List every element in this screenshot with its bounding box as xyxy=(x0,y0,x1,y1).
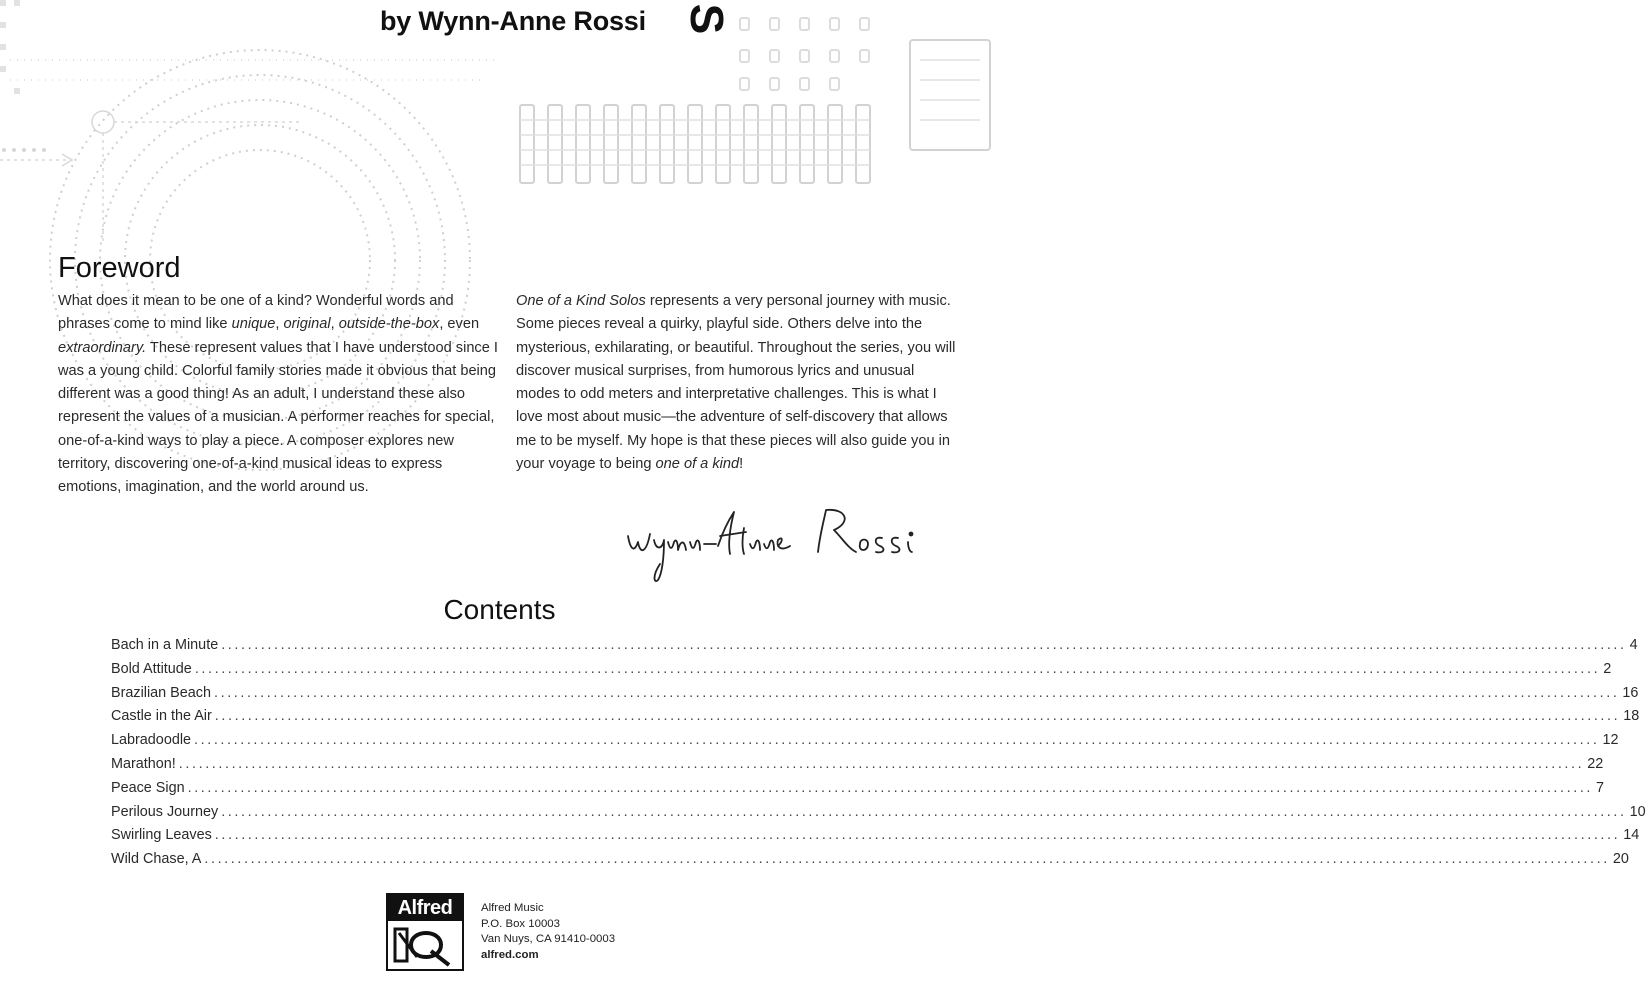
foreword-paragraph-right xyxy=(516,290,956,476)
toc-page-number: 14 xyxy=(1623,827,1640,844)
text-run: ! xyxy=(739,456,744,473)
toc-entry[interactable] xyxy=(111,801,1646,825)
text-run: extraordinary. xyxy=(58,339,147,356)
author-signature xyxy=(620,498,930,588)
text-run: one of a kind xyxy=(655,456,740,473)
toc-title: Labradoodle xyxy=(111,732,192,749)
text-run: original xyxy=(283,316,331,333)
toc-leader-dots: ..................................................................................................................................................................................................................... xyxy=(194,660,1601,677)
alfred-logo xyxy=(386,893,464,971)
toc-title: Brazilian Beach xyxy=(111,684,211,701)
text-run: represents a very personal journey with music. Some pieces reveal a quirky, playful side. Others delve into the mysterious, exhilarating, or beautiful. Throughout the series, you will discover musical surprises, from humorous lyrics and unusual modes to odd meters and interpretative challenges. This is what I love most about music—the adventure of self-discovery that allows me to be myself. My hope is that these pieces will also guide you in your voyage to being xyxy=(516,293,956,473)
toc-entry[interactable] xyxy=(111,729,1619,753)
text-run: , xyxy=(330,316,339,333)
toc-leader-dots: ..................................................................................................................................................................................................................... xyxy=(187,779,1594,796)
toc-entry[interactable] xyxy=(111,848,1629,872)
publisher-po-box: P.O. Box 10003 xyxy=(481,917,560,930)
author-byline: by Wynn-Anne Rossi xyxy=(380,6,646,36)
toc-page-number: 7 xyxy=(1596,779,1605,796)
toc-title: Bach in a Minute xyxy=(111,637,219,653)
toc-title: Peace Sign xyxy=(111,779,185,796)
text-run: , even xyxy=(439,316,480,333)
toc-leader-dots: ..................................................................................................................................................................................................................... xyxy=(178,755,1585,772)
toc-leader-dots: ..................................................................................................................................................................................................................... xyxy=(221,803,1627,820)
text-run: These represent values that I have understood since I was a young child. Colorful family stories made it obvious that being different was a good thing! As an adult, I understand these also represent the values of a musician. A performer reaches for special, one-of-a-kind ways to play a piece. A composer explores new territory, discovering one-of-a-kind musical ideas to express emotions, imagination, and the world around us. xyxy=(58,339,498,496)
publisher-website-link[interactable]: alfred.com xyxy=(481,948,539,961)
toc-entry[interactable] xyxy=(111,753,1604,777)
toc-page-number: 10 xyxy=(1629,803,1646,820)
toc-entry[interactable] xyxy=(111,824,1640,848)
toc-leader-dots: ..................................................................................................................................................................................................................... xyxy=(221,637,1627,653)
foreword-right-column xyxy=(516,290,956,476)
toc-leader-dots: ..................................................................................................................................................................................................................... xyxy=(194,732,1600,749)
toc-page-number: 12 xyxy=(1602,732,1619,749)
text-run: One of a Kind Solos xyxy=(516,293,646,309)
decorative-circuit-graphic xyxy=(0,0,999,250)
toc-entry[interactable] xyxy=(111,658,1612,682)
foreword-left-column xyxy=(58,290,498,500)
toc-entry[interactable] xyxy=(111,682,1639,706)
toc-title: Wild Chase, A xyxy=(111,851,202,868)
toc-page-number: 2 xyxy=(1603,660,1612,677)
text-run: What does it mean to be one of a kind? Wonderful words and phrases come to mind like xyxy=(58,293,454,333)
text-run: unique xyxy=(231,316,276,333)
toc-entry[interactable] xyxy=(111,777,1605,801)
foreword-heading: Foreword xyxy=(58,252,181,284)
toc-page-number: 20 xyxy=(1612,851,1629,868)
publisher-name: Alfred Music xyxy=(481,902,544,914)
alfred-emblem-icon xyxy=(391,923,459,967)
toc-title: Swirling Leaves xyxy=(111,827,212,844)
toc-entry[interactable] xyxy=(111,634,1638,658)
toc-title: Bold Attitude xyxy=(111,660,192,677)
toc-title: Castle in the Air xyxy=(111,708,212,725)
title-letter-fragment: S xyxy=(681,3,733,35)
text-run: , xyxy=(275,316,284,333)
toc-page-number: 16 xyxy=(1622,684,1639,701)
table-of-contents xyxy=(111,634,1646,872)
toc-leader-dots: ..................................................................................................................................................................................................................... xyxy=(214,684,1620,701)
text-run: outside-the-box xyxy=(338,316,440,333)
toc-leader-dots: ..................................................................................................................................................................................................................... xyxy=(214,827,1621,844)
toc-title: Perilous Journey xyxy=(111,803,219,820)
toc-page-number: 22 xyxy=(1587,755,1604,772)
foreword-paragraph-left xyxy=(58,290,498,500)
publisher-city: Van Nuys, CA 91410-0003 xyxy=(481,933,616,945)
toc-leader-dots: ..................................................................................................................................................................................................................... xyxy=(214,708,1621,725)
publisher-address xyxy=(481,901,615,963)
logo-wordmark: Alfred xyxy=(388,895,462,921)
toc-leader-dots: ..................................................................................................................................................................................................................... xyxy=(204,851,1610,868)
toc-title: Marathon! xyxy=(111,755,176,772)
contents-heading: Contents xyxy=(443,594,556,625)
toc-page-number: 4 xyxy=(1629,637,1638,653)
toc-page-number: 18 xyxy=(1623,708,1640,725)
toc-entry[interactable] xyxy=(111,705,1640,729)
